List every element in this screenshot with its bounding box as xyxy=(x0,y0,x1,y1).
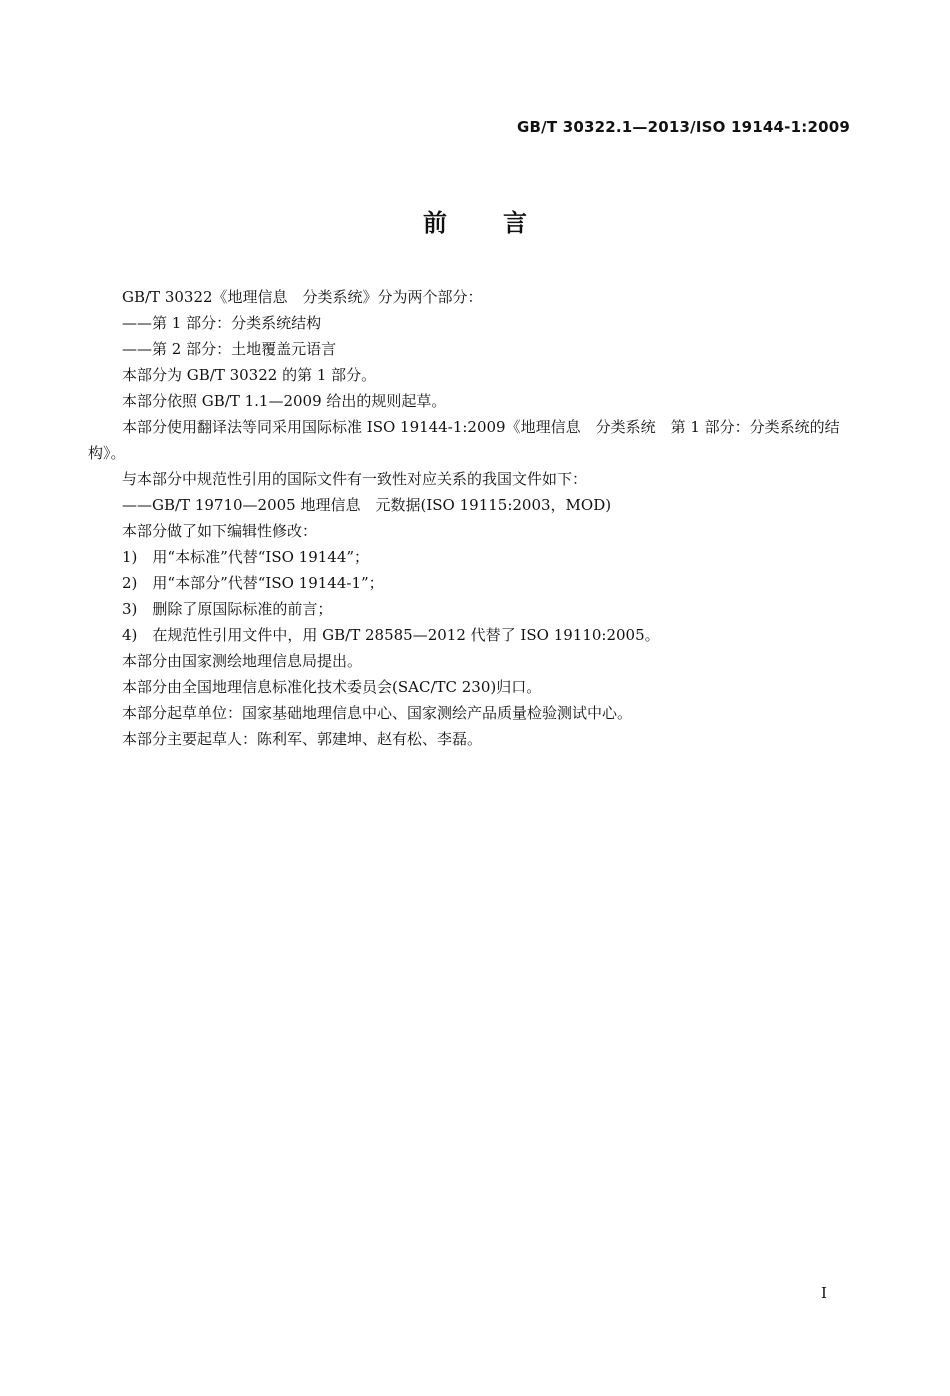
paragraph: 本部分使用翻译法等同采用国际标准 ISO 19144-1:2009《地理信息 分类系统 第 1 部分：分类系统的结构》。 xyxy=(88,418,840,462)
paragraph: 本部分由全国地理信息标准化技术委员会(SAC/TC 230)归口。 xyxy=(122,678,542,696)
standard-number: GB/T 30322.1—2013/ISO 19144-1:2009 xyxy=(517,118,850,136)
list-item: 1) 用“本标准”代替“ISO 19144”； xyxy=(122,548,370,566)
page-title: 前言 xyxy=(423,209,583,237)
paragraph: 与本部分中规范性引用的国际文件有一致性对应关系的我国文件如下： xyxy=(122,470,588,488)
list-item: ——GB/T 19710—2005 地理信息 元数据(ISO 19115:2003，MOD) xyxy=(122,496,612,514)
paragraph: 本部分依照 GB/T 1.1—2009 给出的规则起草。 xyxy=(122,392,447,410)
list-item: 4) 在规范性引用文件中，用 GB/T 28585—2012 代替了 ISO 19110:2005。 xyxy=(122,626,660,644)
paragraph: 本部分主要起草人：陈利军、郭建坤、赵有松、李磊。 xyxy=(122,730,483,748)
list-item: ——第 1 部分：分类系统结构 xyxy=(122,314,322,332)
list-item: ——第 2 部分：土地覆盖元语言 xyxy=(122,340,337,358)
paragraph: 本部分起草单位：国家基础地理信息中心、国家测绘产品质量检验测试中心。 xyxy=(122,704,633,722)
list-item: 2) 用“本部分”代替“ISO 19144-1”； xyxy=(122,574,384,592)
paragraph: 本部分做了如下编辑性修改： xyxy=(122,522,318,540)
page-number: I xyxy=(821,1284,827,1302)
list-item: 3) 删除了原国际标准的前言； xyxy=(122,600,333,618)
paragraph: 本部分由国家测绘地理信息局提出。 xyxy=(122,652,363,670)
foreword-body xyxy=(88,284,858,752)
paragraph: 本部分为 GB/T 30322 的第 1 部分。 xyxy=(122,366,377,384)
paragraph: GB/T 30322《地理信息 分类系统》分为两个部分： xyxy=(122,288,483,306)
